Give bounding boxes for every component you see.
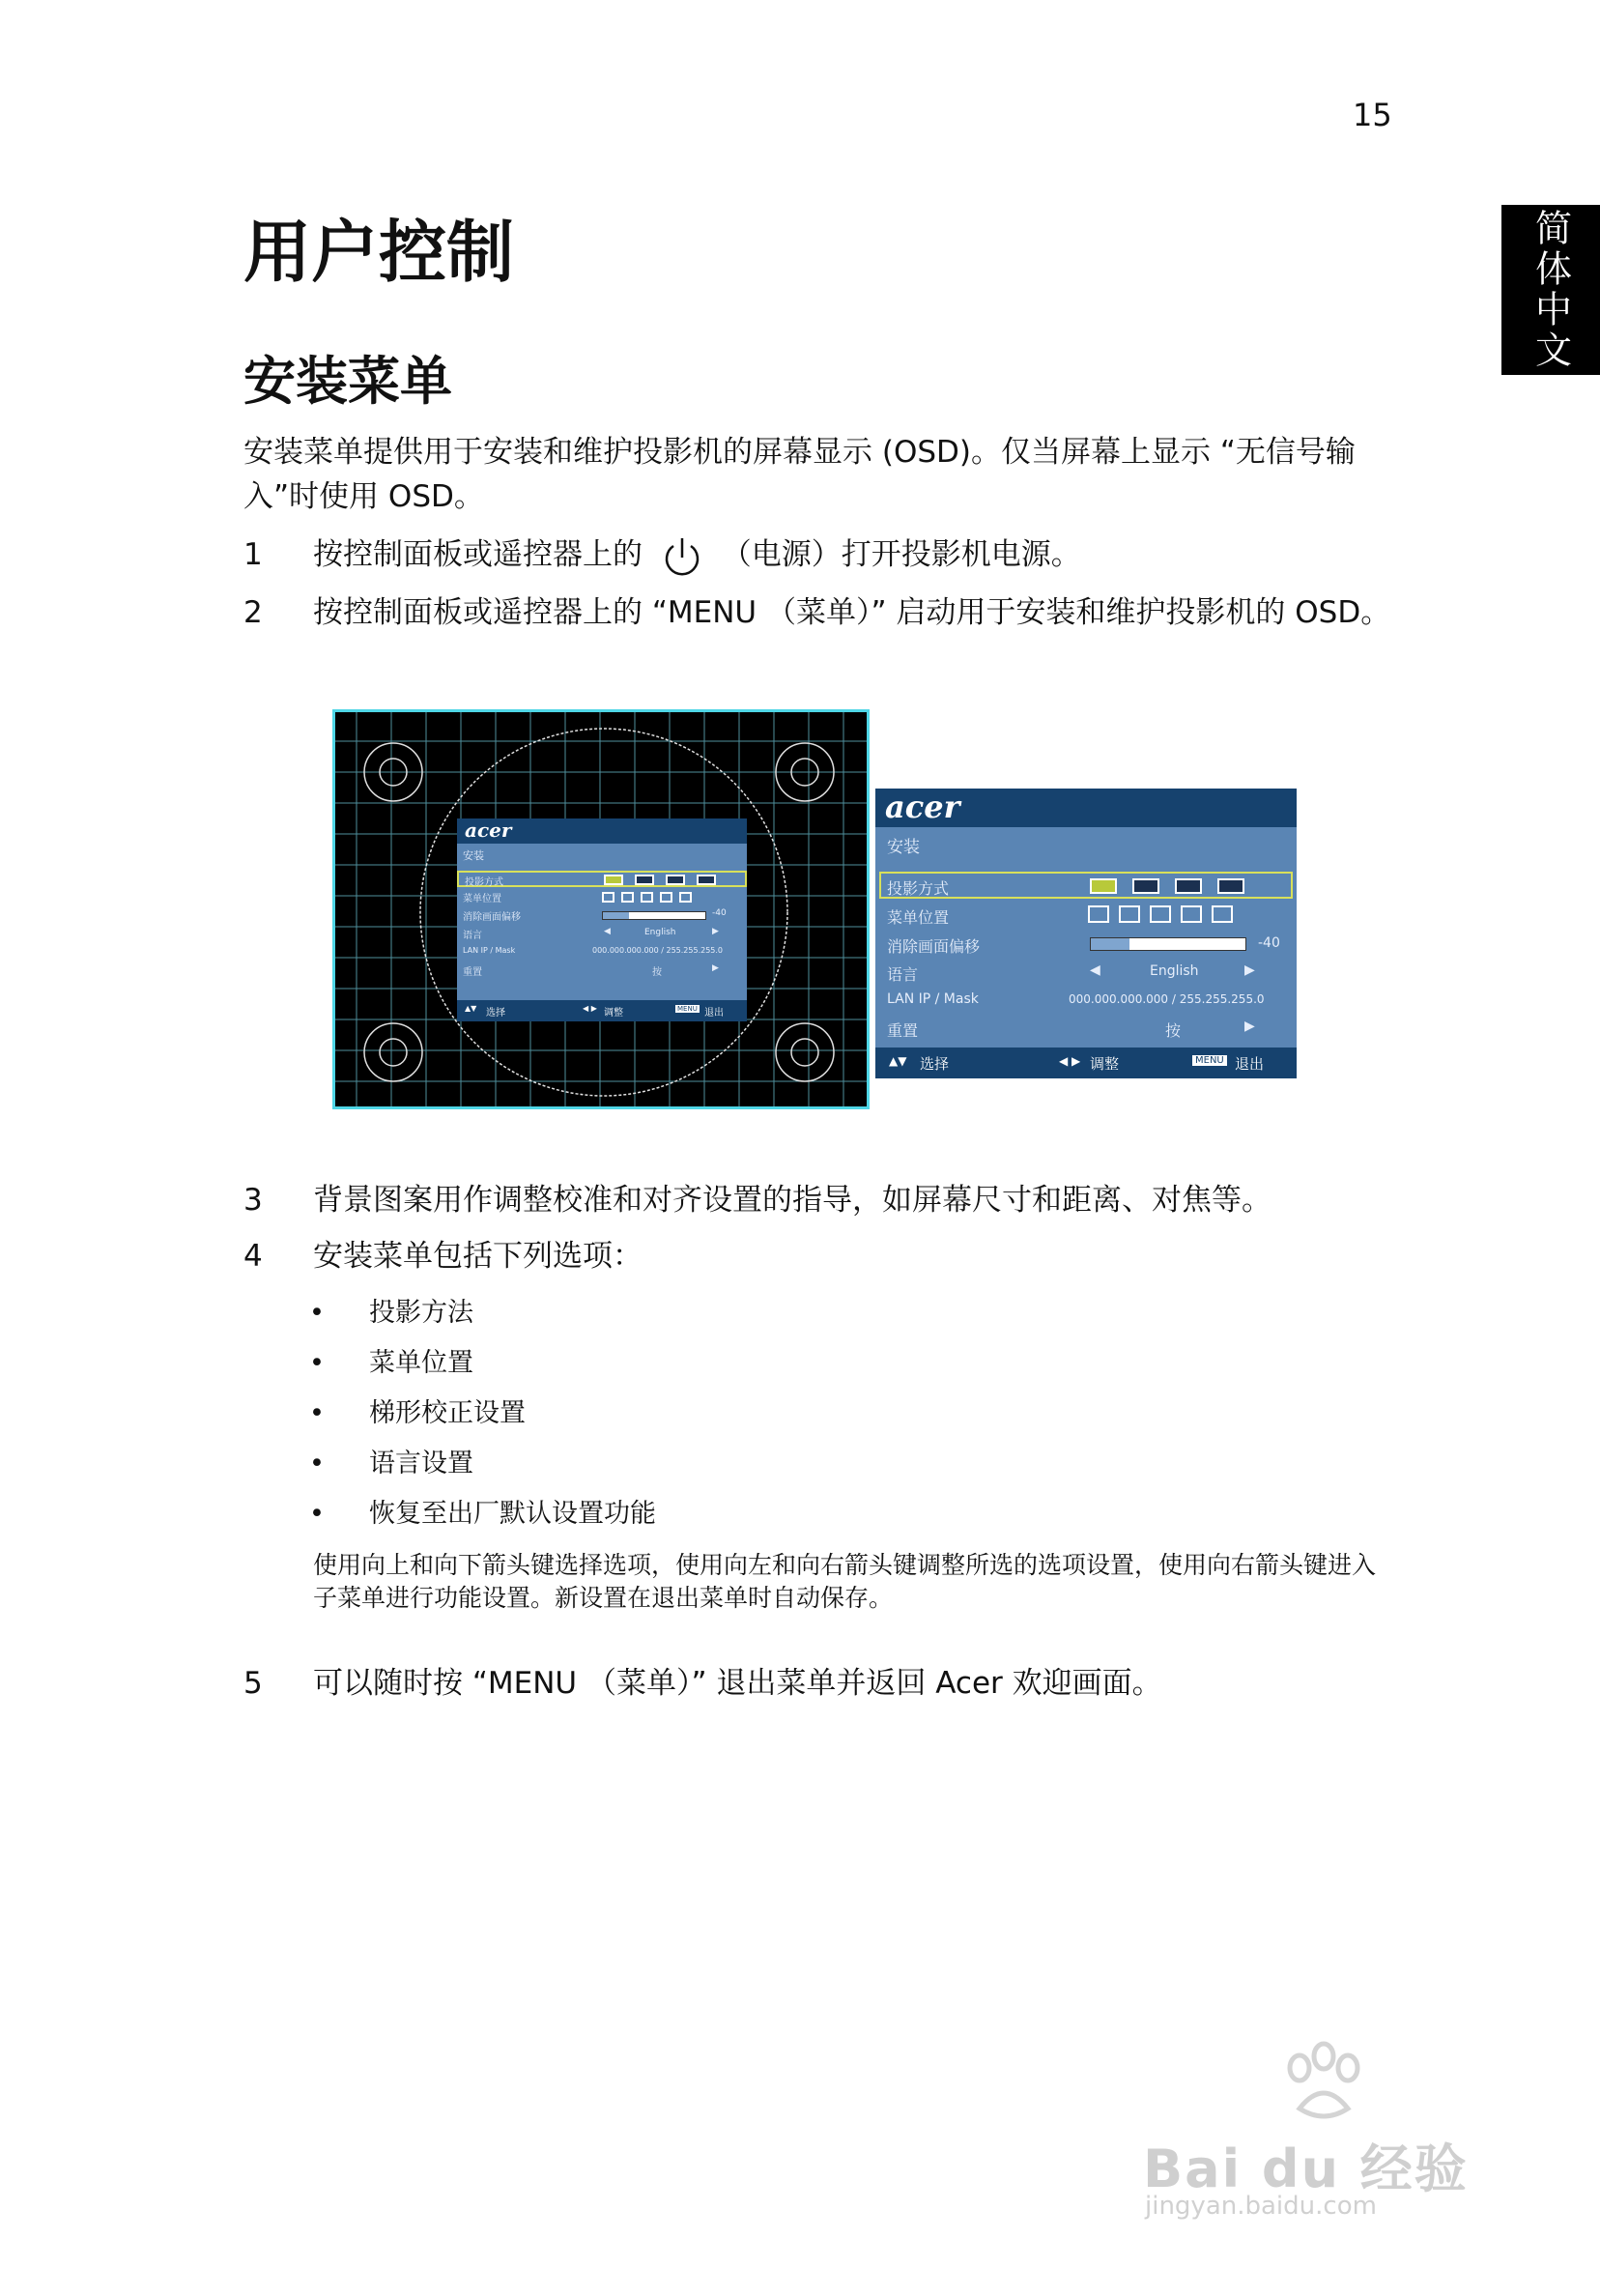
acer-logo: acer	[885, 789, 960, 825]
osd-row-keystone	[875, 932, 1297, 957]
watermark-brand: Bai du 经验	[1143, 2138, 1469, 2199]
osd-row-keystone	[457, 908, 747, 924]
side-tab-label: 简体中文	[1529, 209, 1572, 371]
osd-row-menu-position	[457, 890, 747, 905]
front-ceiling-icon	[635, 875, 654, 885]
acer-logo: acer	[465, 818, 512, 842]
options-note: 使用向上和向下箭头键选择选项，使用向左和向右箭头键调整所选的选项设置，使用向右箭头键进入子菜单进行功能设置。新设置在退出菜单时自动保存。	[313, 1551, 1377, 1612]
step-number: 4	[243, 1239, 263, 1274]
adjust-label: 调整	[1090, 1055, 1120, 1073]
position-top-left-icon	[602, 892, 614, 903]
rear-desk-icon	[666, 875, 685, 885]
adjust-label: 调整	[604, 1008, 623, 1019]
paw-logo-icon	[1271, 2039, 1377, 2126]
page-title: 用户控制	[243, 213, 514, 292]
menu-key-icon: MENU	[677, 1005, 698, 1013]
step-text: 背景图案用作调整校准和对齐设置的指导，如屏幕尺寸和距离、对焦等。	[313, 1183, 1271, 1218]
position-top-right-icon	[621, 892, 634, 903]
rear-desk-icon	[1175, 878, 1202, 894]
step-number: 3	[243, 1183, 263, 1218]
list-item-label: 语言设置	[369, 1449, 473, 1478]
osd-row-label: 投影方式	[887, 879, 950, 898]
keystone-slider	[1090, 937, 1246, 951]
osd-header	[875, 789, 1297, 827]
language-side-tab	[1501, 205, 1600, 375]
step-text	[313, 533, 1600, 579]
osd-row-label: 语言	[887, 965, 919, 984]
osd-row-reset	[457, 963, 747, 979]
osd-row-lan-ip	[875, 988, 1297, 1013]
osd-row-projection	[879, 872, 1293, 899]
osd-row-language	[457, 927, 747, 942]
bullet-icon: •	[309, 1348, 325, 1378]
bullet-icon: •	[309, 1298, 325, 1328]
watermark-url: jingyan.baidu.com	[1145, 2192, 1377, 2221]
osd-row-menu-position	[875, 903, 1297, 928]
position-top-right-icon	[1119, 905, 1140, 923]
power-icon	[660, 534, 704, 579]
osd-row-label: 菜单位置	[887, 908, 950, 927]
left-arrow-icon: ◀	[604, 927, 611, 936]
list-item-label: 投影方法	[369, 1298, 473, 1328]
rear-ceiling-icon	[697, 875, 716, 885]
list-item-label: 梯形校正设置	[369, 1398, 526, 1428]
osd-row-lan-ip	[457, 945, 747, 961]
position-bottom-left-icon	[1181, 905, 1202, 923]
baidu-jingyan-watermark	[1126, 2039, 1512, 2232]
osd-row-language	[875, 960, 1297, 985]
step-text: 按控制面板或遥控器上的 “MENU （菜单）” 启动用于安装和维护投影机的 OSD。	[313, 595, 1391, 630]
right-arrow-icon: ▶	[1244, 1019, 1255, 1034]
step-number: 5	[243, 1666, 263, 1701]
list-item-label: 菜单位置	[369, 1348, 473, 1378]
osd-row-label: 语言	[463, 931, 482, 941]
bullet-icon: •	[309, 1499, 325, 1529]
osd-row-label: LAN IP / Mask	[463, 946, 516, 955]
osd-header	[457, 818, 747, 844]
osd-row-label: 菜单位置	[463, 894, 501, 904]
up-down-arrows-icon: ▲▼	[465, 1004, 477, 1013]
osd-heading: 安装	[887, 838, 920, 857]
rear-ceiling-icon	[1217, 878, 1244, 894]
exit-label: 退出	[1235, 1055, 1265, 1073]
osd-row-label: 消除画面偏移	[887, 937, 981, 956]
position-bottom-right-icon	[1212, 905, 1233, 923]
exit-label: 退出	[704, 1008, 724, 1019]
osd-heading: 安装	[463, 849, 484, 862]
select-label: 选择	[920, 1055, 950, 1073]
right-arrow-icon: ▶	[712, 927, 719, 936]
bullet-icon: •	[309, 1449, 325, 1478]
right-arrow-icon: ▶	[712, 963, 719, 973]
list-item-label: 恢复至出厂默认设置功能	[369, 1499, 656, 1529]
osd-slider-value: -40	[1258, 935, 1280, 951]
step-number: 1	[243, 537, 263, 572]
osd-row-label: LAN IP / Mask	[887, 991, 979, 1007]
osd-menu-preview-large	[875, 789, 1297, 1078]
page-number: 15	[1353, 97, 1392, 133]
section-title: 安装菜单	[243, 351, 452, 412]
osd-row-label: 投影方式	[465, 877, 503, 888]
step-number: 2	[243, 595, 263, 630]
front-ceiling-icon	[1132, 878, 1159, 894]
bullet-icon: •	[309, 1398, 325, 1428]
menu-key-icon: MENU	[1192, 1055, 1227, 1066]
osd-row-value: English	[1150, 963, 1199, 979]
intro-paragraph: 安装菜单提供用于安装和维护投影机的屏幕显示 (OSD)。仅当屏幕上显示 “无信号输入”时使用 OSD。	[243, 435, 1356, 514]
right-arrow-icon: ▶	[1244, 962, 1255, 978]
osd-row-value: 按	[1165, 1021, 1182, 1040]
left-right-arrows-icon: ◀ ▶	[1059, 1054, 1081, 1068]
left-right-arrows-icon: ◀ ▶	[583, 1004, 597, 1013]
osd-row-value: 000.000.000.000 / 255.255.255.0	[1069, 992, 1265, 1006]
osd-row-projection	[457, 871, 747, 887]
osd-menu-preview-small	[457, 818, 747, 1021]
step-text: 可以随时按 “MENU （菜单）” 退出菜单并返回 Acer 欢迎画面。	[313, 1666, 1162, 1701]
osd-row-value: English	[644, 928, 676, 937]
keystone-slider	[602, 911, 706, 920]
front-desk-icon	[604, 875, 623, 885]
select-label: 选择	[486, 1008, 505, 1019]
step-text: 安装菜单包括下列选项：	[313, 1239, 643, 1274]
position-center-icon	[1150, 905, 1171, 923]
osd-footer	[457, 1000, 747, 1021]
osd-row-value: 按	[652, 967, 662, 978]
osd-slider-value: -40	[712, 908, 727, 918]
position-top-left-icon	[1088, 905, 1109, 923]
position-center-icon	[641, 892, 653, 903]
step-1-text-after: （电源）打开投影机电源。	[721, 537, 1081, 572]
front-desk-icon	[1090, 878, 1117, 894]
osd-footer	[875, 1048, 1297, 1078]
position-bottom-right-icon	[679, 892, 692, 903]
left-arrow-icon: ◀	[1090, 962, 1100, 978]
osd-row-value: 000.000.000.000 / 255.255.255.0	[592, 946, 724, 955]
osd-row-label: 重置	[887, 1021, 919, 1040]
up-down-arrows-icon: ▲▼	[889, 1054, 907, 1068]
step-1-text-before: 按控制面板或遥控器上的	[313, 537, 643, 572]
osd-row-label: 重置	[463, 967, 482, 978]
position-bottom-left-icon	[660, 892, 672, 903]
test-pattern-screen	[332, 709, 870, 1109]
osd-row-label: 消除画面偏移	[463, 912, 521, 923]
osd-row-reset	[875, 1016, 1297, 1041]
